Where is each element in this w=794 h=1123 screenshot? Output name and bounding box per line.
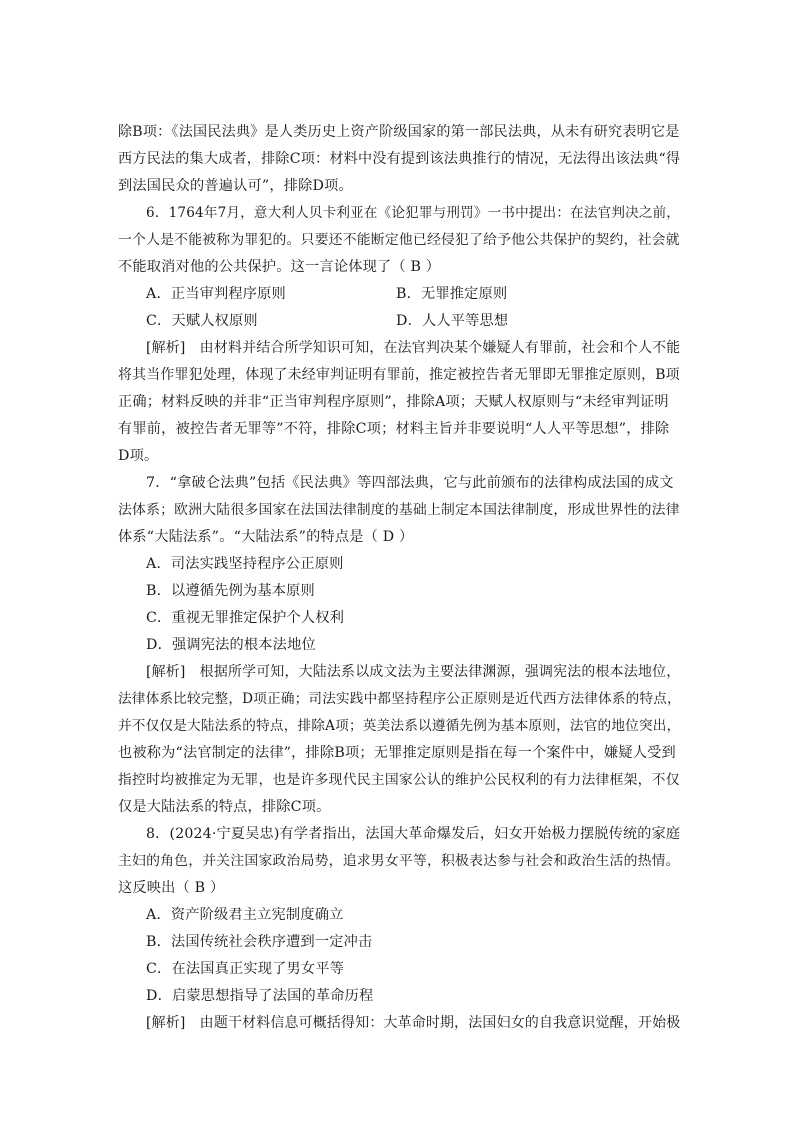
option-c: C．重视无罪推定保护个人权利 [146,610,345,626]
text-line: 这反映出（ B ） [118,880,225,896]
question-6-stem: 6．1764年7月，意大利人贝卡利亚在《论犯罪与刑罚》一书中提出：在法官判决之前， [146,205,681,221]
text-line: 指控时均被推定为无罪，也是许多现代民主国家公认的维护公民权利的有力法律框架，不仅 [118,772,680,788]
text-line: 也被称为“法官制定的法律”，排除B项；无罪推定原则是指在每一个案件中，嫌疑人受到 [118,745,676,761]
text-line: 法律体系比较完整，D项正确；司法实践中都坚持程序公正原则是近代西方法律体系的特点， [118,691,681,707]
option-d: D．人人平等思想 [396,313,509,329]
question-8-stem: 8．(2024·宁夏吴忠)有学者指出，法国大革命爆发后，妇女开始极力摆脱传统的家庭 [146,826,681,842]
text-line: 到法国民众的普遍认可”，排除D项。 [118,178,353,194]
text-line: 西方民法的集大成者，排除C项：材料中没有提到该法典推行的情况，无法得出该法典“得 [118,151,681,167]
analysis-8: [解析] 由题干材料信息可概括得知：大革命时期，法国妇女的自我意识觉醒，开始极 [146,1015,681,1031]
analysis-6: [解析] 由材料并结合所学知识可知，在法官判决某个嫌疑人有罪前，社会和个人不能 [146,340,681,356]
option-b: B．法国传统社会秩序遭到一定冲击 [146,934,373,950]
option-a: A．正当审判程序原则 [146,286,286,302]
analysis-7: [解析] 根据所学可知，大陆法系以成文法为主要法律渊源，强调宪法的根本法地位， [146,664,681,680]
option-c: C．天赋人权原则 [146,313,258,329]
option-d: D．启蒙思想指导了法国的革命历程 [146,988,374,1004]
option-a: A．司法实践坚持程序公正原则 [146,556,344,572]
text-line: 主妇的角色，并关注国家政治局势，追求男女平等，积极表达参与社会和政治生活的热情。 [118,853,680,869]
text-line: 仅是大陆法系的特点，排除C项。 [118,799,331,815]
option-b: B．以遵循先例为基本原则 [146,583,315,599]
text-line: 正确；材料反映的并非“正当审判程序原则”，排除A项；天赋人权原则与“未经审判证明 [118,394,669,410]
text-line: 不能取消对他的公共保护。这一言论体现了（ B ） [118,259,441,275]
text-line: 体系“大陆法系”。“大陆法系”的特点是（ D ） [118,529,414,545]
text-line: 除B项：《法国民法典》是人类历史上资产阶级国家的第一部民法典，从未有研究表明它是 [118,124,680,140]
text-line: 一个人是不能被称为罪犯的。只要还不能断定他已经侵犯了给予他公共保护的契约，社会就 [118,232,680,248]
option-c: C．在法国真正实现了男女平等 [146,961,345,977]
text-line: 将其当作罪犯处理，体现了未经审判证明有罪前，推定被控告者无罪即无罪推定原则，B项 [118,367,680,383]
option-d: D．强调宪法的根本法地位 [146,637,316,653]
text-line: D项。 [118,448,159,464]
option-b: B．无罪推定原则 [396,286,508,302]
question-7-stem: 7．“拿破仑法典”包括《民法典》等四部法典，它与此前颁布的法律构成法国的成文 [146,475,674,491]
option-a: A．资产阶级君主立宪制度确立 [146,907,344,923]
text-line: 并不仅仅是大陆法系的特点，排除A项；英美法系以遵循先例为基本原则，法官的地位突出， [118,718,681,734]
text-line: 法体系；欧洲大陆很多国家在法国法律制度的基础上制定本国法律制度，形成世界性的法律 [118,502,680,518]
text-line: 有罪前，被控告者无罪等”不符，排除C项；材料主旨并非要说明“人人平等思想”，排除 [118,421,670,437]
